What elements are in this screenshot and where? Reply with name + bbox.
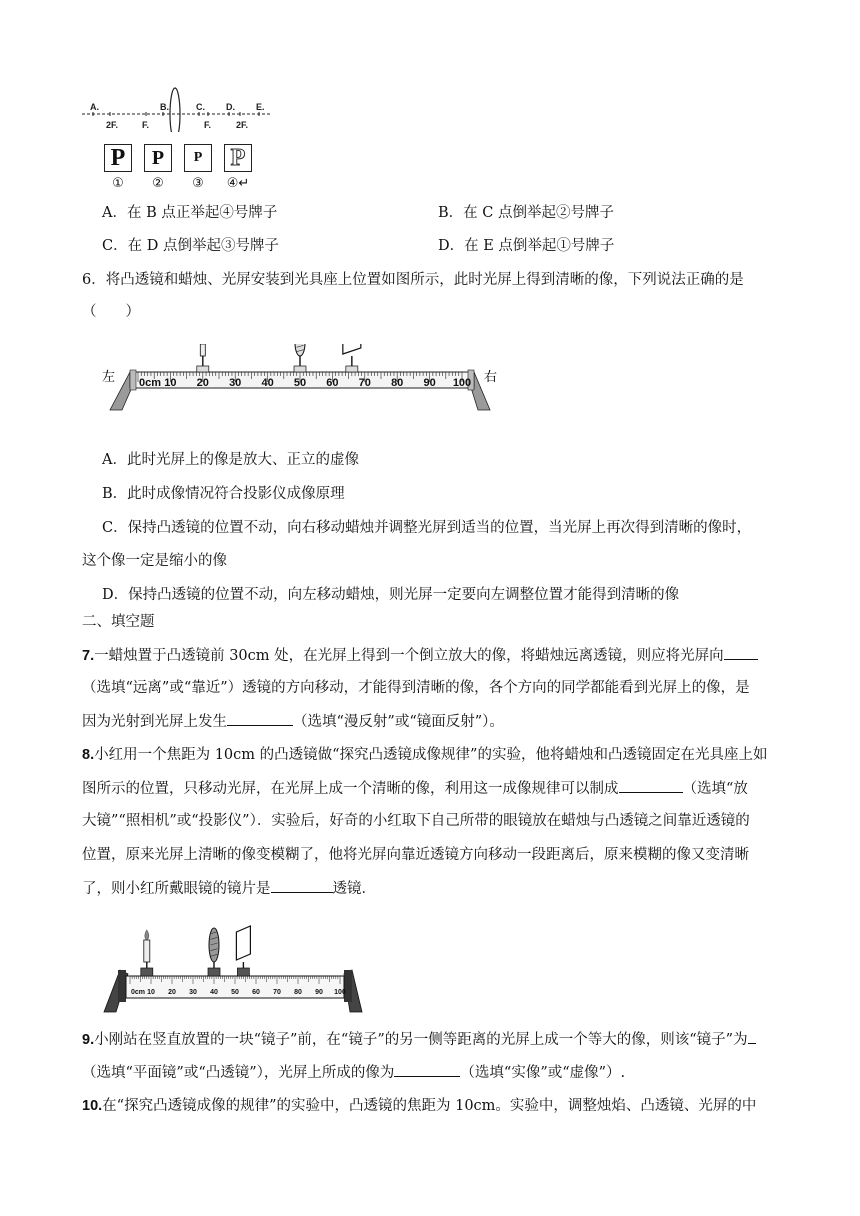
- q7-line1: [82, 645, 758, 666]
- q9-blank1[interactable]: [748, 1029, 756, 1044]
- q9-text2b: （选填“实像”或“虚像”）.: [460, 1065, 626, 1081]
- q8-text5a: 了，则小红所戴眼镜的镜片是: [82, 881, 271, 897]
- tick-label: 70: [273, 989, 281, 996]
- light-screen-icon: [343, 344, 361, 354]
- holder: [208, 968, 220, 976]
- holder: [346, 366, 358, 372]
- holder: [197, 366, 209, 372]
- tick-label: 100: [334, 989, 346, 996]
- q9-number: 9.: [82, 1032, 95, 1048]
- q7-number: 7.: [82, 648, 95, 664]
- q8-line2: [82, 778, 748, 799]
- axis-mark: F.: [204, 120, 212, 130]
- axis-mark: 2F.: [236, 120, 249, 130]
- q6-stem-line2: （ ）: [82, 304, 140, 320]
- tick-label: 80: [294, 989, 302, 996]
- tick-label: 30: [229, 377, 242, 389]
- q7-text3b: （选填“漫反射”或“镜面反射”）。: [293, 714, 504, 730]
- tick-label: 30: [189, 989, 197, 996]
- q7-blank2[interactable]: [227, 711, 293, 726]
- bench-right-label: 右: [484, 369, 498, 384]
- q10-number: 10.: [82, 1098, 103, 1114]
- section-title-fill-blank: 二、填空题: [82, 614, 155, 630]
- q5-option-d: D．在 E 点倒举起①号牌子: [438, 238, 615, 254]
- q8-line4: 位置，原来光屏上清晰的像变模糊了，他将光屏向靠近透镜方向移动一段距离后，原来模糊的像又变清晰: [82, 847, 749, 863]
- q8-line3: 大镜”“照相机”或“投影仪”）．实验后，好奇的小红取下自己所带的眼镜放在蜡烛与凸透镜之间靠近透镜的: [82, 813, 750, 829]
- q9-text1: 小刚站在竖直放置的一块“镜子”前，在“镜子”的另一侧等距离的光屏上成一个等大的像，则该“镜子”为: [94, 1032, 748, 1048]
- candle-icon: [144, 940, 150, 962]
- tick-label: 50: [293, 377, 307, 389]
- tick-label: 60: [252, 989, 260, 996]
- q7-line3: [82, 711, 504, 732]
- q6-option-b: B．此时成像情况符合投影仪成像原理: [102, 486, 345, 502]
- q5-option-c: C．在 D 点倒举起③号牌子: [102, 238, 279, 254]
- optical-bench-figure-q8: [100, 908, 370, 1014]
- sign-card-2: [144, 144, 172, 192]
- flame-icon: [145, 930, 149, 940]
- axis-point-d: D.: [226, 102, 235, 112]
- axis-point-c: C.: [196, 102, 205, 112]
- q8-number: 8.: [82, 747, 95, 763]
- lens-axis-figure: [80, 84, 280, 132]
- light-screen-icon: [236, 926, 250, 960]
- card-letter: P: [193, 150, 203, 165]
- tick-label: 0cm: [139, 377, 162, 389]
- tick-label: 70: [358, 377, 371, 389]
- tick-label: 40: [210, 989, 218, 996]
- card-row: [104, 144, 264, 194]
- holder: [237, 968, 249, 976]
- q7-text3a: 因为光射到光屏上发生: [82, 714, 227, 730]
- q7-text1: 一蜡烛置于凸透镜前 30cm 处，在光屏上得到一个倒立放大的像，将蜡烛远离透镜，则应将光屏向: [94, 648, 724, 664]
- convex-lens-icon: [295, 344, 305, 356]
- q6-option-a: A．此时光屏上的像是放大、正立的虚像: [102, 452, 359, 468]
- tick-label: 10: [147, 989, 155, 996]
- q8-text2b: （选填“放: [682, 781, 748, 797]
- q8-blank2[interactable]: [271, 878, 333, 893]
- tick-label: 0cm: [131, 989, 146, 996]
- tick-label: 40: [261, 377, 274, 389]
- tick-label: 20: [196, 377, 209, 389]
- tick-label: 100: [452, 377, 472, 389]
- sign-card-3: [184, 144, 212, 192]
- q8-line1: [82, 745, 767, 765]
- q6-option-c-line1: C．保持凸透镜的位置不动，向右移动蜡烛并调整光屏到适当的位置，当光屏上再次得到清晰的像时，: [102, 520, 752, 536]
- convex-lens-icon: [170, 88, 180, 132]
- tick-label: 80: [391, 377, 404, 389]
- tick-label: 10: [164, 377, 177, 389]
- q10-line1: [82, 1096, 756, 1116]
- q7-blank1[interactable]: [724, 645, 758, 660]
- q8-line5: [82, 878, 376, 899]
- q6-option-c-line2: 这个像一定是缩小的像: [82, 553, 227, 569]
- sign-card-4: [224, 144, 252, 192]
- card-letter: P: [151, 147, 165, 169]
- card-label: ④↵: [226, 176, 250, 191]
- q8-text5b: 透镜．: [332, 881, 376, 897]
- q8-blank1[interactable]: [619, 778, 683, 793]
- q8-text2a: 图所示的位置，只移动光屏，在光屏上成一个清晰的像，利用这一成像规律可以制成: [82, 781, 619, 797]
- tick-label: 50: [231, 989, 239, 996]
- q9-blank2[interactable]: [394, 1062, 460, 1077]
- q10-text1: 在“探究凸透镜成像的规律”的实验中，凸透镜的焦距为 10cm。实验中，调整烛焰、凸透镜、光屏的中: [102, 1098, 757, 1114]
- axis-point-e: E.: [256, 102, 265, 112]
- sign-card-1: [104, 144, 132, 192]
- candle-icon: [200, 344, 205, 356]
- card-letter: P: [230, 145, 246, 171]
- card-label: ②: [152, 176, 164, 191]
- holder: [294, 366, 306, 372]
- bench-left-label: 左: [102, 369, 116, 384]
- axis-point-a: A.: [90, 102, 99, 112]
- q9-line2: [82, 1062, 625, 1083]
- axis-mark: F.: [142, 120, 150, 130]
- holder: [141, 968, 153, 976]
- optical-bench-figure-q6: [100, 344, 502, 416]
- q5-option-b: B．在 C 点倒举起②号牌子: [438, 205, 614, 221]
- tick-label: 90: [315, 989, 323, 996]
- card-label: ①: [112, 176, 124, 191]
- tick-label: 90: [423, 377, 436, 389]
- axis-point-b: B.: [160, 102, 169, 112]
- q5-option-a: A．在 B 点正举起④号牌子: [102, 205, 278, 221]
- q7-line2: （选填“远离”或“靠近”）透镜的方向移动，才能得到清晰的像，各个方向的同学都能看到光屏上的像，是: [82, 680, 750, 696]
- axis-mark: 2F.: [106, 120, 119, 130]
- card-letter: P: [110, 145, 126, 171]
- q6-option-d: D．保持凸透镜的位置不动，向左移动蜡烛，则光屏一定要向左调整位置才能得到清晰的像: [102, 587, 680, 603]
- q9-text2a: （选填“平面镜”或“凸透镜”），光屏上所成的像为: [82, 1065, 395, 1081]
- q6-stem-line1: 6．将凸透镜和蜡烛、光屏安装到光具座上位置如图所示，此时光屏上得到清晰的像，下列说法正确的是: [82, 272, 744, 288]
- tick-label: 60: [326, 377, 339, 389]
- q9-line1: [82, 1029, 756, 1050]
- card-label: ③: [192, 176, 204, 191]
- q8-text1: 小红用一个焦距为 10cm 的凸透镜做“探究凸透镜成像规律”的实验，他将蜡烛和凸透镜固定在光具座上如: [94, 747, 768, 763]
- tick-label: 20: [168, 989, 176, 996]
